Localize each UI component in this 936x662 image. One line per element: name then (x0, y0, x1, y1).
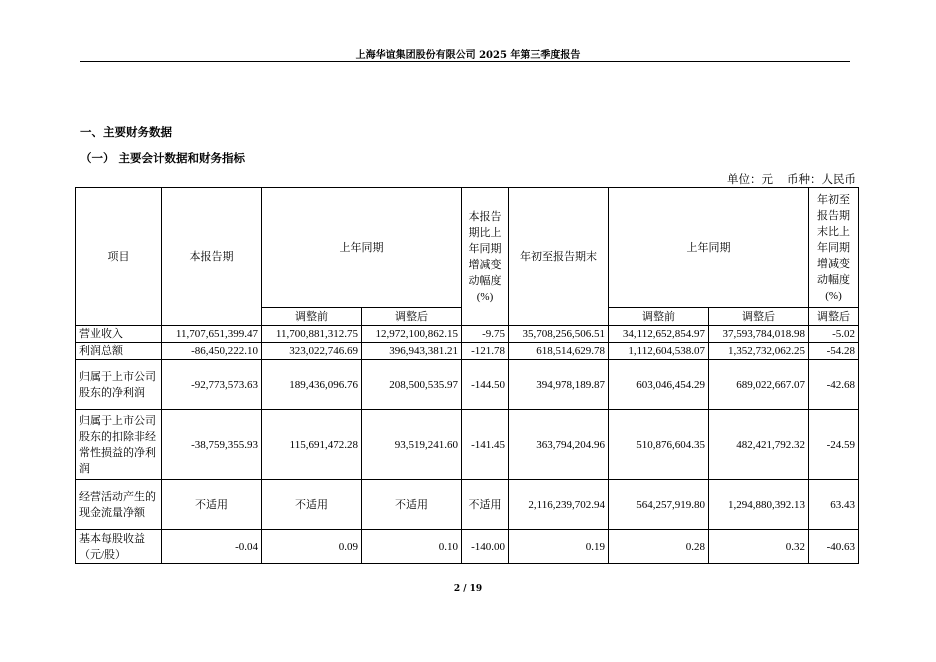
cell-prior-after: 396,943,381.21 (362, 343, 462, 360)
report-header-title: 上海华谊集团股份有限公司 2025 年第三季度报告 (355, 50, 581, 61)
cell-prior-before: 0.09 (262, 530, 362, 564)
cell-ytd-prior-after: 37,593,784,018.98 (709, 326, 809, 343)
row-label: 基本每股收益（元/股） (76, 530, 162, 564)
section-heading: 一、主要财务数据 (80, 125, 172, 139)
row-label: 营业收入 (76, 326, 162, 343)
cell-ytd-prior-before: 1,112,604,538.07 (609, 343, 709, 360)
cell-current: -38,759,355.93 (162, 410, 262, 480)
cell-ytd-prior-before: 0.28 (609, 530, 709, 564)
cell-current: 11,707,651,399.47 (162, 326, 262, 343)
cell-ytd: 363,794,204.96 (509, 410, 609, 480)
cell-change: -141.45 (462, 410, 509, 480)
row-label: 经营活动产生的现金流量净额 (76, 480, 162, 530)
header-after-adjustment-ytd-change: 调整后 (809, 308, 859, 326)
page-number: 2 / 19 (453, 584, 483, 594)
header-row (76, 188, 859, 308)
cell-ytd-prior-after: 689,022,667.07 (709, 360, 809, 410)
cell-current: -86,450,222.10 (162, 343, 262, 360)
header-current-period: 本报告期 (162, 188, 262, 326)
cell-ytd-change: -24.59 (809, 410, 859, 480)
cell-ytd-prior-after: 1,352,732,062.25 (709, 343, 809, 360)
cell-current: -0.04 (162, 530, 262, 564)
cell-current: -92,773,573.63 (162, 360, 262, 410)
table-row (76, 326, 859, 343)
row-label: 归属于上市公司股东的扣除非经常性损益的净利润 (76, 410, 162, 480)
cell-ytd-prior-after: 1,294,880,392.13 (709, 480, 809, 530)
cell-ytd: 0.19 (509, 530, 609, 564)
cell-ytd-prior-before: 34,112,652,854.97 (609, 326, 709, 343)
header-ytd: 年初至报告期末 (509, 188, 609, 326)
table-row (76, 343, 859, 360)
header-prior-year: 上年同期 (262, 188, 462, 308)
table-row (76, 410, 859, 480)
cell-prior-before: 189,436,096.76 (262, 360, 362, 410)
cell-prior-after: 不适用 (362, 480, 462, 530)
table-row (76, 530, 859, 564)
cell-change: -140.00 (462, 530, 509, 564)
header-item: 项目 (76, 188, 162, 326)
header-before-adjustment-ytd: 调整前 (609, 308, 709, 326)
cell-change: -9.75 (462, 326, 509, 343)
cell-ytd: 618,514,629.78 (509, 343, 609, 360)
cell-ytd-change: -40.63 (809, 530, 859, 564)
header-period-change: 本报告期比上年同期增减变动幅度(%) (462, 188, 509, 326)
cell-prior-after: 93,519,241.60 (362, 410, 462, 480)
header-after-adjustment-ytd: 调整后 (709, 308, 809, 326)
cell-ytd-prior-before: 564,257,919.80 (609, 480, 709, 530)
cell-prior-before: 323,022,746.69 (262, 343, 362, 360)
unit-label: 单位：元 (727, 172, 773, 186)
cell-ytd-change: -42.68 (809, 360, 859, 410)
row-label: 利润总额 (76, 343, 162, 360)
cell-ytd-change: -54.28 (809, 343, 859, 360)
cell-change: 不适用 (462, 480, 509, 530)
cell-prior-after: 0.10 (362, 530, 462, 564)
header-before-adjustment: 调整前 (262, 308, 362, 326)
row-label: 归属于上市公司股东的净利润 (76, 360, 162, 410)
header-prior-year-ytd: 上年同期 (609, 188, 809, 308)
cell-ytd-change: 63.43 (809, 480, 859, 530)
cell-prior-after: 12,972,100,862.15 (362, 326, 462, 343)
cell-ytd: 394,978,189.87 (509, 360, 609, 410)
cell-prior-after: 208,500,535.97 (362, 360, 462, 410)
cell-ytd-prior-after: 482,421,792.32 (709, 410, 809, 480)
cell-ytd-prior-before: 510,876,604.35 (609, 410, 709, 480)
cell-current: 不适用 (162, 480, 262, 530)
cell-ytd-prior-before: 603,046,454.29 (609, 360, 709, 410)
table-row (76, 360, 859, 410)
currency-label: 币种：人民币 (787, 172, 856, 186)
cell-prior-before: 不适用 (262, 480, 362, 530)
cell-change: -121.78 (462, 343, 509, 360)
cell-ytd-change: -5.02 (809, 326, 859, 343)
header-after-adjustment: 调整后 (362, 308, 462, 326)
cell-ytd-prior-after: 0.32 (709, 530, 809, 564)
header-rule (80, 61, 850, 62)
cell-ytd: 2,116,239,702.94 (509, 480, 609, 530)
cell-change: -144.50 (462, 360, 509, 410)
cell-prior-before: 11,700,881,312.75 (262, 326, 362, 343)
unit-line (713, 171, 856, 187)
sub-heading: （一） 主要会计数据和财务指标 (80, 151, 246, 165)
header-ytd-change: 年初至报告期末比上年同期增减变动幅度(%) (809, 188, 859, 308)
financial-data-table (75, 187, 859, 564)
cell-ytd: 35,708,256,506.51 (509, 326, 609, 343)
table-row (76, 480, 859, 530)
cell-prior-before: 115,691,472.28 (262, 410, 362, 480)
